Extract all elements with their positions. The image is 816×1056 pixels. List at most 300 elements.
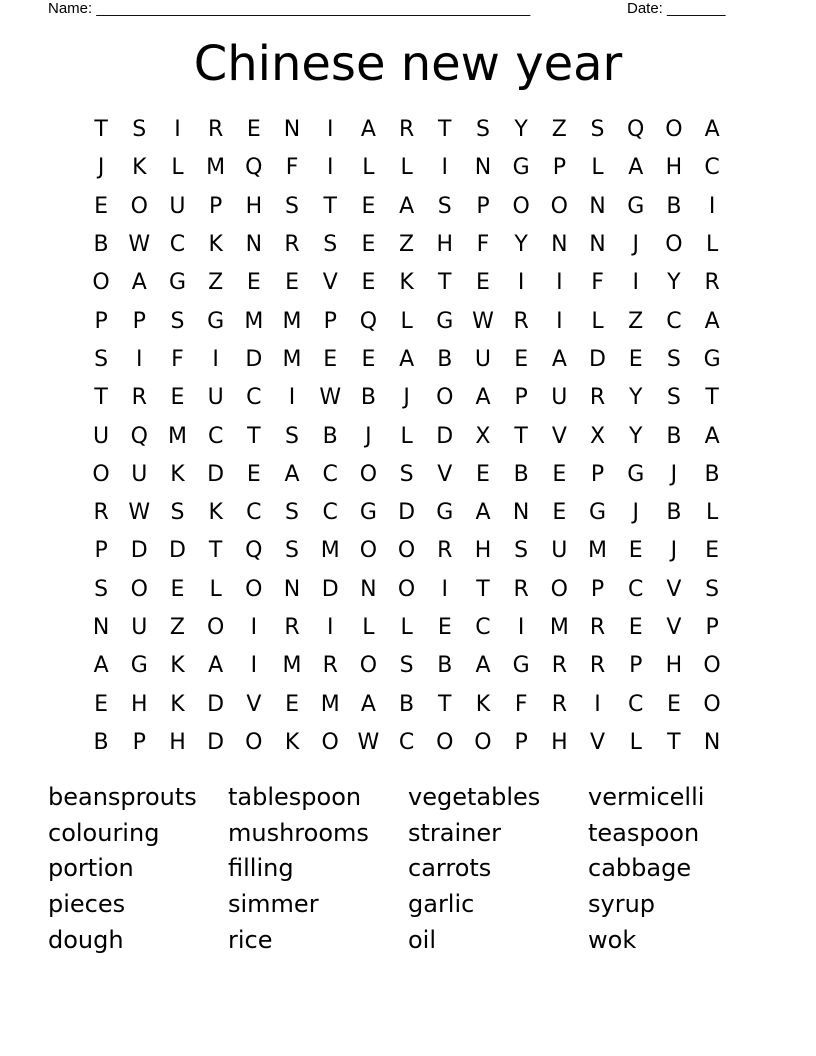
grid-letter: F xyxy=(591,270,604,296)
grid-letter: Z xyxy=(399,232,415,258)
grid-letter: I xyxy=(250,653,258,679)
word-list-item: beansprouts xyxy=(48,783,197,811)
grid-row xyxy=(82,494,731,532)
grid-letter: T xyxy=(208,538,223,564)
word-list-item: garlic xyxy=(408,890,475,919)
grid-letter: C xyxy=(322,500,338,526)
grid-letter: Z xyxy=(208,270,224,296)
grid-letter: C xyxy=(169,232,186,258)
word-list-item: syrup xyxy=(588,890,656,919)
grid-letter: O xyxy=(703,653,721,679)
grid-letter: S xyxy=(94,576,109,602)
grid-letter: O xyxy=(359,461,378,487)
grid-letter: P xyxy=(132,308,146,334)
grid-letter: R xyxy=(513,576,529,602)
grid-letter: A xyxy=(704,308,720,334)
grid-letter: O xyxy=(512,193,530,219)
grid-letter: C xyxy=(246,500,262,526)
grid-letter: M xyxy=(320,538,340,564)
grid-letter: N xyxy=(360,576,377,602)
grid-letter: W xyxy=(472,308,494,334)
grid-letter: E xyxy=(628,346,643,372)
grid-letter: N xyxy=(589,232,606,258)
grid-letter: I xyxy=(288,385,296,411)
grid-letter: A xyxy=(360,691,376,717)
grid-letter: E xyxy=(552,461,567,487)
word-list-item: simmer xyxy=(228,890,319,919)
grid-letter: E xyxy=(628,538,643,564)
grid-letter: V xyxy=(437,461,453,487)
grid-letter: R xyxy=(589,385,606,411)
grid-letter: S xyxy=(475,117,490,143)
word-list-item: mushrooms xyxy=(228,818,369,847)
grid-letter: O xyxy=(92,270,110,296)
grid-letter: Y xyxy=(514,117,528,143)
grid-letter: D xyxy=(168,538,186,564)
grid-letter: O xyxy=(474,729,492,755)
grid-letter: C xyxy=(666,308,682,334)
grid-letter: A xyxy=(399,346,415,372)
grid-letter: P xyxy=(132,729,146,755)
grid-letter: L xyxy=(400,155,413,181)
grid-letter: O xyxy=(436,729,454,755)
grid-row xyxy=(82,609,731,647)
grid-letter: L xyxy=(591,308,604,334)
grid-row xyxy=(82,264,731,302)
grid-letter: F xyxy=(171,346,184,372)
grid-letter: B xyxy=(360,385,376,411)
grid-letter: D xyxy=(130,538,148,564)
grid-letter: T xyxy=(94,385,108,411)
grid-letter: S xyxy=(285,500,300,526)
grid-letter: C xyxy=(322,461,338,487)
grid-letter: A xyxy=(704,423,720,449)
grid-letter: R xyxy=(551,691,567,717)
grid-letter: E xyxy=(246,461,261,487)
grid-letter: U xyxy=(169,193,186,219)
grid-letter: A xyxy=(704,117,720,143)
grid-letter: T xyxy=(438,270,452,296)
grid-letter: R xyxy=(93,500,109,526)
grid-letter: V xyxy=(666,615,682,640)
grid-letter: I xyxy=(517,270,525,296)
grid-letter: H xyxy=(665,653,683,679)
grid-letter: O xyxy=(397,576,416,602)
grid-letter: R xyxy=(398,117,415,143)
grid-letter: A xyxy=(475,500,491,526)
grid-letter: P xyxy=(94,308,108,334)
grid-row xyxy=(82,456,731,494)
grid-row xyxy=(82,532,731,570)
grid-letter: I xyxy=(326,117,334,143)
word-list-item: cabbage xyxy=(588,854,692,883)
grid-letter: V xyxy=(590,729,606,755)
grid-row xyxy=(82,724,731,762)
grid-row xyxy=(82,188,731,226)
grid-letter: U xyxy=(93,423,110,449)
grid-letter: Z xyxy=(551,117,567,143)
grid-letter: T xyxy=(667,729,681,755)
grid-letter: O xyxy=(206,615,225,640)
grid-letter: D xyxy=(207,691,225,717)
grid-letter: P xyxy=(514,729,528,755)
grid-letter: G xyxy=(589,500,607,526)
grid-letter: W xyxy=(128,500,151,526)
grid-letter: K xyxy=(208,500,223,526)
grid-letter: B xyxy=(513,461,529,487)
grid-letter: Q xyxy=(130,423,148,449)
grid-letter: J xyxy=(670,538,678,564)
grid-letter: H xyxy=(436,232,454,258)
grid-letter: K xyxy=(132,155,147,181)
grid-letter: I xyxy=(556,270,563,296)
word-list-item: filling xyxy=(228,854,294,883)
name-label: Name: xyxy=(48,0,93,17)
word-list-item: carrots xyxy=(408,854,492,883)
grid-letter: G xyxy=(512,653,530,679)
grid-letter: W xyxy=(319,385,342,411)
grid-letter: J xyxy=(632,500,639,526)
grid-letter: O xyxy=(397,538,416,564)
grid-letter: E xyxy=(514,346,529,372)
grid-letter: Y xyxy=(514,232,528,258)
grid-letter: G xyxy=(168,270,186,296)
grid-letter: J xyxy=(403,385,410,411)
grid-letter: N xyxy=(551,232,568,258)
grid-row xyxy=(82,302,731,340)
word-list-item: pieces xyxy=(48,890,126,919)
grid-letter: I xyxy=(632,270,639,296)
grid-letter: G xyxy=(207,308,225,334)
grid-letter: H xyxy=(131,691,148,717)
grid-letter: E xyxy=(361,193,376,219)
word-list-item: wok xyxy=(588,925,637,954)
grid-row xyxy=(82,379,731,417)
grid-letter: O xyxy=(321,729,339,755)
grid-letter: E xyxy=(361,270,376,296)
grid-letter: N xyxy=(92,615,110,640)
word-list xyxy=(48,780,768,959)
grid-letter: G xyxy=(436,308,454,334)
grid-letter: K xyxy=(208,232,223,258)
grid-letter: W xyxy=(357,729,380,755)
grid-letter: G xyxy=(627,193,645,219)
grid-letter: A xyxy=(360,117,376,143)
grid-letter: E xyxy=(246,117,261,143)
grid-letter: E xyxy=(437,615,452,640)
grid-letter: L xyxy=(400,615,413,640)
grid-letter: O xyxy=(130,193,148,219)
grid-letter: C xyxy=(207,423,224,449)
grid-row xyxy=(82,571,731,609)
grid-letter: A xyxy=(131,270,147,296)
grid-letter: S xyxy=(666,346,681,372)
grid-letter: P xyxy=(590,461,605,487)
grid-letter: O xyxy=(359,653,378,679)
grid-letter: F xyxy=(285,155,299,181)
grid-letter: R xyxy=(513,308,529,334)
grid-letter: Y xyxy=(628,423,643,449)
word-list-item: rice xyxy=(228,925,273,954)
grid-letter: T xyxy=(514,423,528,449)
date-field xyxy=(627,0,725,18)
grid-letter: L xyxy=(705,232,719,258)
grid-letter: E xyxy=(285,691,299,717)
grid-letter: J xyxy=(632,232,639,258)
grid-letter: L xyxy=(400,308,413,334)
grid-letter: K xyxy=(170,461,185,487)
grid-letter: I xyxy=(326,615,334,640)
grid-letter: S xyxy=(170,308,185,334)
grid-letter: S xyxy=(132,117,147,143)
grid-letter: J xyxy=(670,461,678,487)
grid-letter: I xyxy=(174,117,181,143)
grid-letter: V xyxy=(551,423,567,449)
grid-letter: V xyxy=(246,691,262,717)
grid-letter: B xyxy=(437,653,453,679)
grid-letter: L xyxy=(400,423,413,449)
grid-letter: P xyxy=(94,538,108,564)
grid-letter: J xyxy=(97,155,105,181)
grid-letter: B xyxy=(666,500,682,526)
grid-letter: H xyxy=(474,538,492,564)
grid-letter: E xyxy=(285,270,299,296)
grid-letter: O xyxy=(92,461,110,487)
grid-letter: S xyxy=(285,423,300,449)
grid-letter: L xyxy=(171,155,184,181)
grid-letter: R xyxy=(284,615,300,640)
grid-letter: G xyxy=(130,653,148,679)
grid-letter: Y xyxy=(628,385,643,411)
name-blank: ____________________________________________________ xyxy=(96,0,531,17)
grid-letter: D xyxy=(245,346,263,372)
grid-letter: U xyxy=(551,538,568,564)
grid-letter: U xyxy=(474,346,492,372)
grid-letter: S xyxy=(399,653,414,679)
word-list-item: strainer xyxy=(408,818,501,847)
grid-letter: T xyxy=(438,117,452,143)
grid-letter: A xyxy=(628,155,644,181)
grid-letter: J xyxy=(365,423,372,449)
grid-letter: L xyxy=(362,155,375,181)
grid-letter: E xyxy=(94,691,109,717)
grid-letter: R xyxy=(131,385,147,411)
grid-letter: S xyxy=(705,576,720,602)
grid-letter: E xyxy=(361,232,376,258)
grid-letter: I xyxy=(250,615,258,640)
grid-letter: I xyxy=(708,193,716,219)
grid-letter: Q xyxy=(245,155,263,181)
grid-row xyxy=(82,685,731,723)
grid-letter: E xyxy=(170,576,185,602)
grid-letter: M xyxy=(244,308,264,334)
grid-letter: M xyxy=(206,155,226,181)
grid-letter: I xyxy=(594,691,601,717)
grid-letter: P xyxy=(514,385,528,411)
grid-letter: I xyxy=(441,576,449,602)
grid-letter: T xyxy=(476,576,490,602)
grid-letter: S xyxy=(285,538,300,564)
grid-letter: I xyxy=(326,155,334,181)
grid-letter: Z xyxy=(169,615,185,640)
grid-letter: C xyxy=(475,615,491,640)
grid-letter: I xyxy=(136,346,143,372)
grid-letter: Y xyxy=(667,270,681,296)
grid-letter: M xyxy=(282,308,302,334)
grid-letter: M xyxy=(282,653,302,679)
grid-letter: F xyxy=(514,691,528,717)
grid-letter: U xyxy=(131,615,148,640)
grid-letter: R xyxy=(551,653,567,679)
grid-row xyxy=(82,341,731,379)
grid-letter: C xyxy=(628,576,644,602)
grid-letter: M xyxy=(588,538,608,564)
grid-letter: H xyxy=(245,193,263,219)
grid-letter: L xyxy=(705,500,719,526)
grid-letter: G xyxy=(436,500,454,526)
grid-letter: R xyxy=(437,538,453,564)
grid-letter: A xyxy=(284,461,300,487)
grid-letter: P xyxy=(209,193,223,219)
grid-letter: K xyxy=(399,270,414,296)
grid-letter: N xyxy=(589,193,606,219)
grid-letter: F xyxy=(476,232,490,258)
grid-letter: C xyxy=(398,729,415,755)
grid-letter: T xyxy=(323,193,337,219)
grid-letter: O xyxy=(245,576,263,602)
grid-letter: C xyxy=(628,691,644,717)
grid-letter: D xyxy=(207,729,225,755)
grid-letter: O xyxy=(665,117,683,143)
grid-letter: A xyxy=(208,653,224,679)
grid-row xyxy=(82,149,731,187)
grid-letter: V xyxy=(666,576,682,602)
grid-letter: B xyxy=(93,232,109,258)
grid-letter: G xyxy=(359,500,377,526)
grid-letter: O xyxy=(550,193,568,219)
grid-letter: R xyxy=(322,653,338,679)
grid-letter: R xyxy=(589,615,606,640)
grid-row xyxy=(82,111,731,149)
grid-letter: O xyxy=(130,576,148,602)
word-search-grid xyxy=(82,111,731,762)
word-list-item: vegetables xyxy=(408,783,541,811)
word-list-item: colouring xyxy=(48,818,160,847)
grid-letter: C xyxy=(246,385,262,411)
grid-letter: Q xyxy=(245,538,263,564)
grid-letter: R xyxy=(704,270,720,296)
grid-letter: P xyxy=(705,615,719,640)
grid-letter: A xyxy=(399,193,415,219)
page-title: Chinese new year xyxy=(193,36,623,92)
grid-letter: D xyxy=(321,576,339,602)
grid-letter: O xyxy=(436,385,454,411)
grid-letter: I xyxy=(517,615,525,640)
grid-letter: N xyxy=(283,117,301,143)
word-list-item: tablespoon xyxy=(228,783,362,811)
grid-letter: G xyxy=(627,461,645,487)
grid-letter: N xyxy=(283,576,301,602)
grid-letter: E xyxy=(361,346,376,372)
grid-letter: U xyxy=(207,385,224,411)
grid-letter: U xyxy=(551,385,568,411)
grid-letter: S xyxy=(170,500,185,526)
grid-letter: E xyxy=(666,691,681,717)
grid-letter: P xyxy=(552,155,566,181)
grid-letter: W xyxy=(128,232,151,258)
grid-letter: M xyxy=(320,691,340,717)
grid-letter: Q xyxy=(359,308,378,334)
grid-letter: R xyxy=(208,117,224,143)
grid-letter: M xyxy=(549,615,569,640)
grid-letter: D xyxy=(398,500,416,526)
grid-letter: K xyxy=(170,653,185,679)
grid-letter: I xyxy=(556,308,563,334)
grid-letter: R xyxy=(589,653,606,679)
date-blank: _______ xyxy=(667,0,726,17)
grid-letter: E xyxy=(170,385,185,411)
grid-letter: M xyxy=(167,423,187,449)
grid-letter: D xyxy=(207,461,225,487)
grid-letter: Q xyxy=(627,117,645,143)
grid-letter: V xyxy=(322,270,338,296)
grid-letter: T xyxy=(94,117,108,143)
grid-letter: E xyxy=(476,270,490,296)
grid-letter: B xyxy=(322,423,338,449)
grid-letter: S xyxy=(94,346,109,372)
grid-letter: K xyxy=(170,691,185,717)
grid-row xyxy=(82,647,731,685)
grid-letter: T xyxy=(438,691,452,717)
grid-letter: L xyxy=(362,615,375,640)
grid-letter: C xyxy=(704,155,720,181)
grid-letter: G xyxy=(512,155,530,181)
grid-letter: O xyxy=(359,538,378,564)
grid-letter: B xyxy=(704,461,720,487)
date-label: Date: xyxy=(627,0,663,17)
grid-row xyxy=(82,226,731,264)
name-field xyxy=(48,0,530,18)
grid-letter: H xyxy=(169,729,186,755)
word-list-item: oil xyxy=(408,925,437,954)
grid-letter: B xyxy=(666,193,682,219)
grid-letter: B xyxy=(399,691,415,717)
grid-letter: N xyxy=(512,500,530,526)
grid-letter: I xyxy=(441,155,449,181)
grid-letter: A xyxy=(475,653,491,679)
grid-letter: N xyxy=(474,155,492,181)
grid-letter: I xyxy=(212,346,219,372)
grid-letter: U xyxy=(131,461,148,487)
grid-letter: L xyxy=(209,576,222,602)
grid-letter: N xyxy=(245,232,263,258)
grid-letter: X xyxy=(589,423,606,449)
grid-letter: D xyxy=(436,423,454,449)
grid-letter: K xyxy=(475,691,491,717)
grid-letter: Z xyxy=(628,308,644,334)
grid-letter: S xyxy=(285,193,300,219)
grid-letter: A xyxy=(93,653,109,679)
grid-letter: E xyxy=(628,615,643,640)
grid-letter: S xyxy=(514,538,529,564)
grid-letter: R xyxy=(284,232,300,258)
grid-letter: S xyxy=(399,461,414,487)
grid-letter: A xyxy=(551,346,567,372)
grid-letter: E xyxy=(552,500,567,526)
grid-letter: G xyxy=(703,346,721,372)
grid-letter: N xyxy=(703,729,721,755)
grid-letter: O xyxy=(703,691,721,717)
